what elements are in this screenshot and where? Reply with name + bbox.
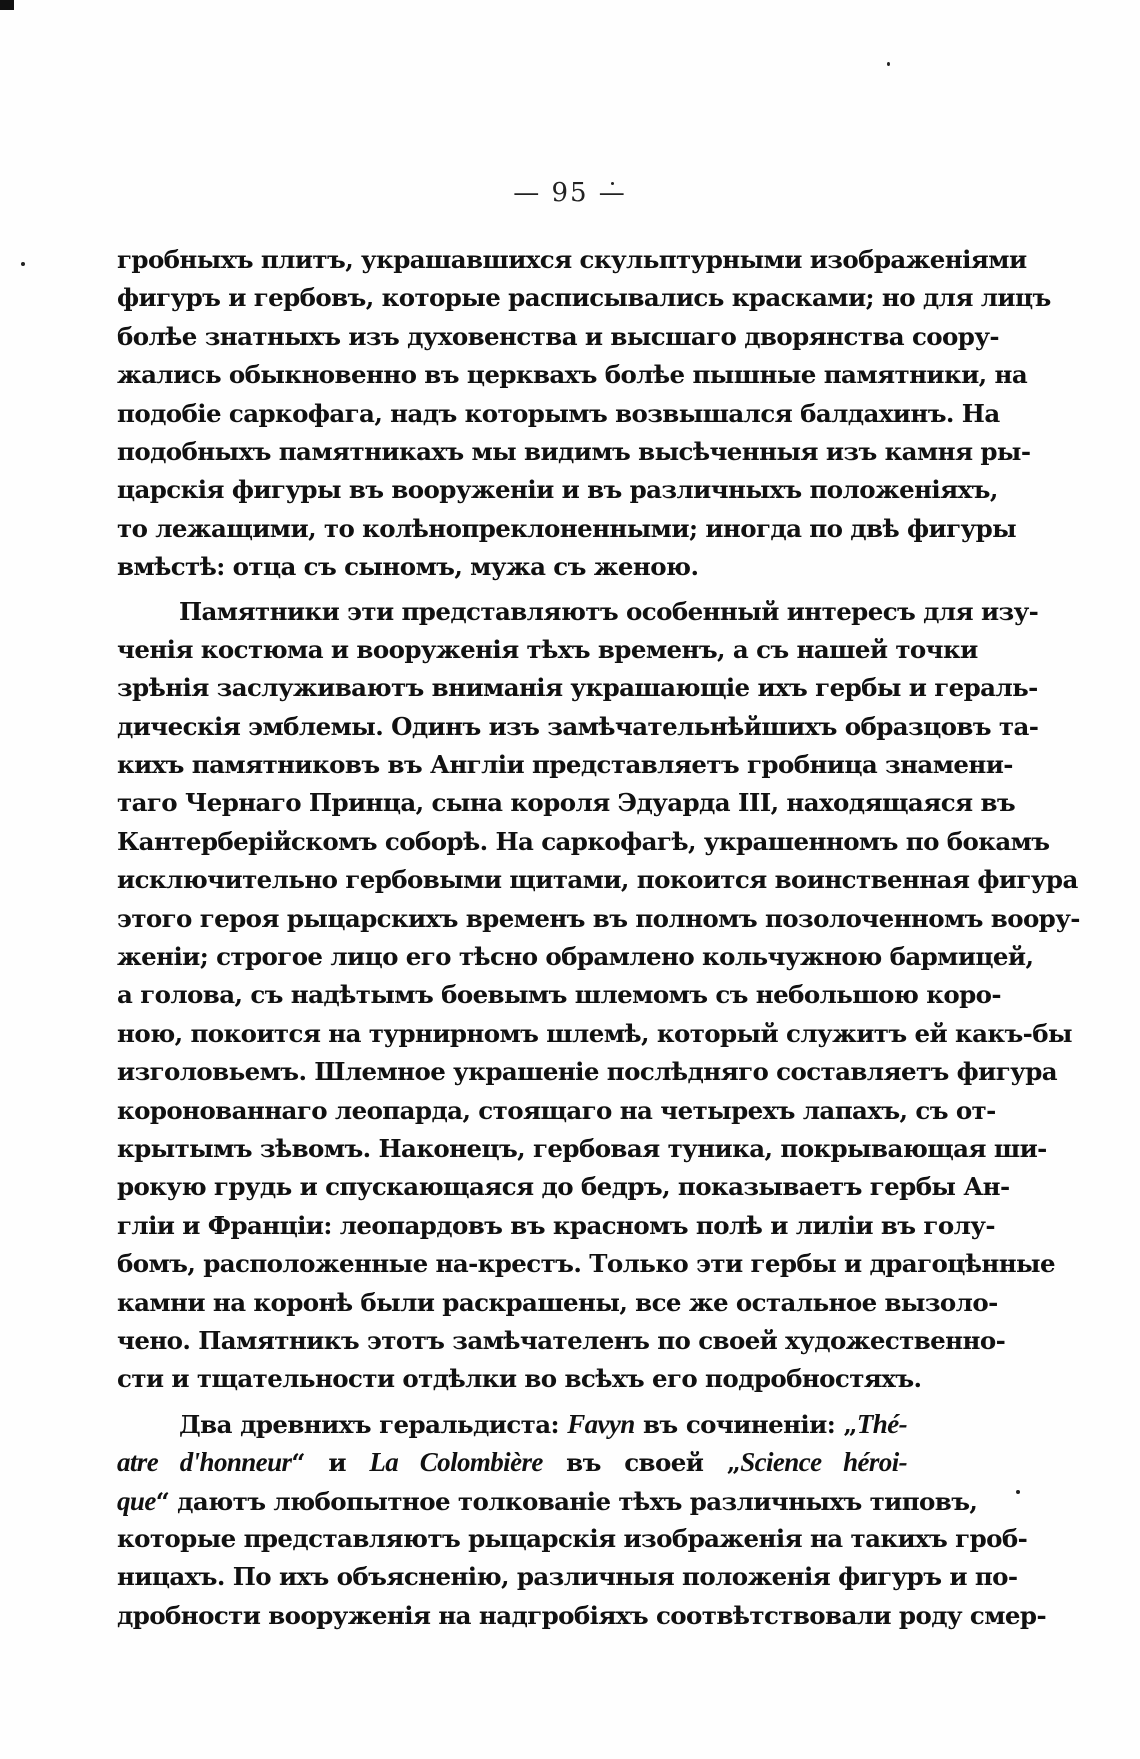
text-line: [117, 1405, 907, 1443]
text-line: бомъ, расположенные на-крестъ. Только эти гербы и драгоцѣнные: [117, 1249, 1055, 1279]
text-line: фигуръ и гербовъ, которые расписывались красками; но для лицъ: [117, 283, 1051, 313]
text-line: подобіе саркофага, надъ которымъ возвышался балдахинъ. На: [117, 398, 1000, 428]
scan-speck: [1016, 1490, 1020, 1494]
text-line: [117, 1443, 907, 1481]
paragraph: [117, 1405, 1047, 1635]
text-line: исключительно гербовыми щитами, покоится воинственная фигура: [117, 865, 1078, 895]
text-line: таго Чернаго Принца, сына короля Эдуарда III, находящаяся въ: [117, 788, 1016, 818]
text-line: коронованнаго леопарда, стоящаго на четырехъ лапахъ, съ от-: [117, 1095, 996, 1125]
paragraph: [117, 241, 1051, 587]
author-name: La Colombière: [369, 1447, 543, 1478]
text-line: женіи; строгое лицо его тѣсно обрамлено кольчужною бармицей,: [117, 942, 1034, 972]
text-line: сти и тщательности отдѣлки во всѣхъ его подробностяхъ.: [117, 1364, 922, 1394]
text-line: ною, покоится на турнирномъ шлемѣ, который служитъ ей какъ-бы: [117, 1018, 1072, 1048]
text-line: ченія костюма и вооруженія тѣхъ временъ, а съ нашей точки: [117, 634, 978, 664]
text-line: [117, 1482, 978, 1520]
body-text: [117, 241, 1080, 1635]
text-line: кихъ памятниковъ въ Англіи представляетъ гробница знамени-: [117, 750, 1013, 780]
text-line: а голова, съ надѣтымъ боевымъ шлемомъ съ небольшою коро-: [117, 980, 1001, 1010]
scan-corner-mark: [0, 0, 14, 10]
book-title: atre d'honneur: [117, 1447, 292, 1478]
text-line: камни на коронѣ были раскрашены, все же остальное вызоло-: [117, 1287, 998, 1317]
text-line: подобныхъ памятникахъ мы видимъ высѣченныя изъ камня ры-: [117, 436, 1031, 466]
text-line: жались обыкновенно въ церквахъ болѣе пышные памятники, на: [117, 360, 1028, 390]
book-title: que: [117, 1485, 156, 1516]
text-line: болѣе знатныхъ изъ духовенства и высшаго дворянства соору-: [117, 321, 999, 351]
text-run: “ даютъ любопытное толкованіе тѣхъ различныхъ типовъ,: [155, 1486, 978, 1516]
text-run: “ и: [291, 1448, 370, 1478]
text-line: Памятники эти представляютъ особенный интересъ для изу-: [179, 596, 1039, 626]
paragraph: [117, 593, 1080, 1399]
text-line: гробныхъ плитъ, украшавшихся скульптурными изображеніями: [117, 245, 1027, 274]
text-line: Кантерберійскомъ соборѣ. На саркофагѣ, украшенномъ по бокамъ: [117, 826, 1050, 856]
text-run: въ сочиненіи: „: [634, 1409, 857, 1439]
text-line: дробности вооруженія на надгробіяхъ соотвѣтствовали роду смер-: [117, 1600, 1047, 1630]
text-run: Два древнихъ геральдиста:: [179, 1409, 568, 1439]
page-number: — 95 —: [513, 178, 627, 208]
text-line: этого героя рыцарскихъ временъ въ полномъ позолоченномъ воору-: [117, 903, 1080, 933]
scan-speck: [21, 262, 25, 266]
text-run: въ своей „: [542, 1448, 741, 1478]
text-line: то лежащими, то колѣнопреклоненными; иногда по двѣ фигуры: [117, 513, 1017, 543]
text-line: царскія фигуры въ вооруженіи и въ различныхъ положеніяхъ,: [117, 475, 998, 505]
text-line: изголовьемъ. Шлемное украшеніе послѣдняго составляетъ фигура: [117, 1057, 1058, 1087]
author-name: Favyn: [567, 1408, 635, 1439]
book-title: Thé-: [856, 1408, 907, 1439]
text-line: крытымъ зѣвомъ. Наконецъ, гербовая туника, покрывающая ши-: [117, 1133, 1047, 1163]
text-line: зрѣнія заслуживаютъ вниманія украшающіе ихъ гербы и гераль-: [117, 673, 1038, 703]
text-line: чено. Памятникъ этотъ замѣчателенъ по своей художественно-: [117, 1325, 1006, 1355]
scan-speck: [887, 62, 890, 66]
text-line: ницахъ. По ихъ объясненію, различныя положенія фигуръ и по-: [117, 1562, 1018, 1592]
text-line: гліи и Франціи: леопардовъ въ красномъ полѣ и лиліи въ голу-: [117, 1210, 995, 1240]
text-line: вмѣстѣ: отца съ сыномъ, мужа съ женою.: [117, 552, 699, 582]
text-line: дическія эмблемы. Одинъ изъ замѣчательнѣйшихъ образцовъ та-: [117, 711, 1039, 741]
text-line: которые представляютъ рыцарскія изображенія на такихъ гроб-: [117, 1523, 1028, 1553]
book-title: Science héroi-: [740, 1447, 907, 1478]
text-line: рокую грудь и спускающаяся до бедръ, показываетъ гербы Ан-: [117, 1172, 1010, 1202]
